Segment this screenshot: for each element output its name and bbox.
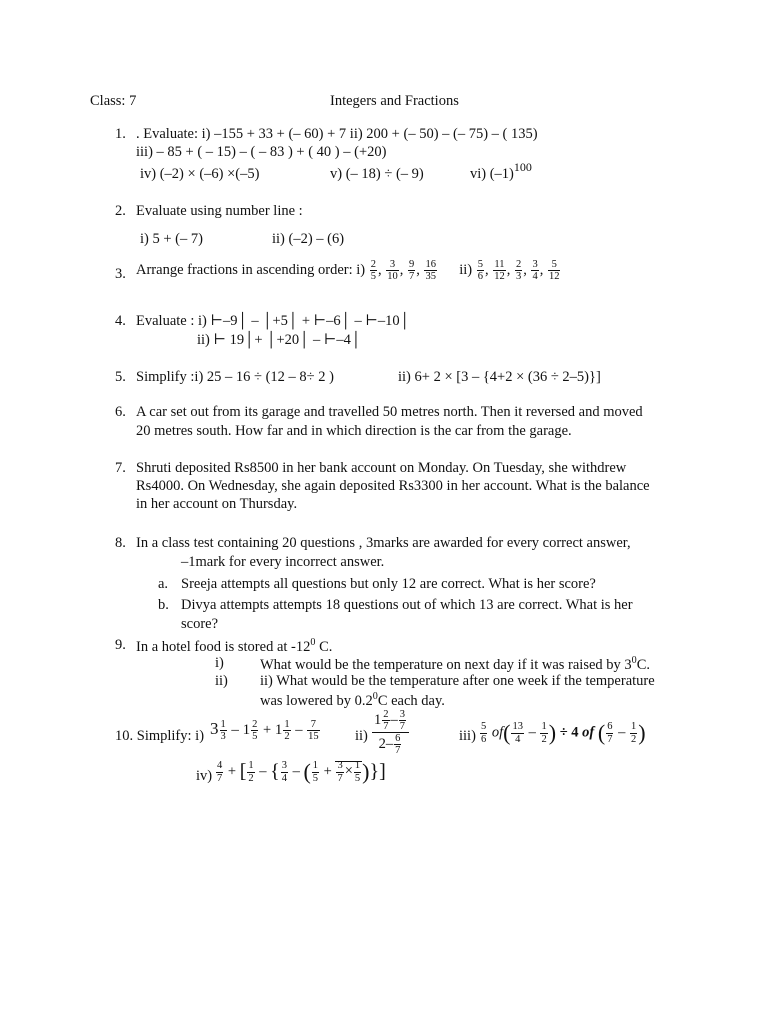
q9-number: 9. [115,637,126,653]
q10-i-expr [210,719,321,742]
fraction: $\frac{3}{4}$ [532,259,538,283]
q10-iv-fc: $\frac{1}{5}$ [312,760,319,784]
comma: , [377,261,386,278]
q7-number: 7. [115,460,126,476]
q10-iv-fa: $\frac{1}{2}$ [248,760,254,784]
comma: , [399,261,407,278]
q7-line3: in her account on Thursday. [136,496,298,512]
q3-text: Arrange fractions in ascending order: i) [136,261,366,278]
q10-ii-num-op: – [390,711,398,728]
q10-iv-times: × [344,763,353,780]
q9-text-post: C. [315,638,333,655]
q3-number: 3. [115,266,126,282]
q7-line1: Shruti deposited Rs8500 in her bank account on Monday. On Tuesday, she withdrew [136,460,627,476]
fraction: $\frac{2}{5}$ [370,259,376,283]
q1-vi-exponent: 100 [513,160,532,174]
q9-ii-label: ii) [215,673,228,689]
q9-ii-line1: ii) What would be the temperature after one week if the temperature [260,673,655,689]
q10-iii-fa: $\frac{13}{4}$ [512,721,523,745]
q9-ii-post: C each day. [377,692,445,709]
comma: , [416,261,424,278]
fraction: $\frac{11}{12}$ [494,259,505,283]
q10-i-f1: $\frac{1}{3}$ [220,719,226,743]
q10-iii-div: ÷ 4 [559,724,579,741]
q9-i-post: C. [636,656,651,673]
q10-iv-f1: $\frac{4}{7}$ [217,760,223,784]
q2-number: 2. [115,203,126,219]
q10-ii-den-whole: 2– [378,735,394,752]
q6-line1: A car set out from its garage and travelled 50 metres north. Then it reversed and moved [136,404,643,420]
q8-b-label: b. [158,597,169,613]
q10-label [115,728,204,745]
class-label: Class: 7 [90,93,137,109]
q10-iii-minus: – [528,724,536,741]
q9-ii-sup: 0 [372,691,378,702]
comma: , [523,261,531,278]
q10-iii-of2: of [582,724,595,741]
q8-a: Sreeja attempts all questions but only 12 are correct. What is her score? [181,576,596,592]
q10-iii-fb: $\frac{1}{2}$ [541,721,547,745]
q6-line2: 20 metres south. How far and in which direction is the car from the garage. [136,423,572,439]
q9-i-pre: What would be the temperature on next day if it was raised by 3 [260,656,632,673]
fraction: $\frac{5}{12}$ [548,259,560,283]
q10-simplify: Simplify: i) [136,728,205,744]
q10-ii-label: ii) [355,728,368,744]
q9-i-label: i) [215,655,224,671]
q10-iii-of: of [491,724,504,741]
q9-text-pre: In a hotel food is stored at -12 [136,638,311,655]
q1-vi-base: vi) (–1) [470,166,514,182]
q10-i-f4: $\frac{7}{15}$ [308,719,319,743]
q8-a-label: a. [158,576,169,592]
q10-ii-num-whole: 1 [374,711,382,728]
comma: , [506,261,514,278]
fraction: $\frac{2}{3}$ [515,259,522,283]
q2-ii: ii) (–2) – (6) [272,231,345,247]
q10-iii-expr: $\frac{5}{6}$ of( $\frac{13}{4}$ – $\frac{1}{2}$ ) ÷ 4 of ( $\frac{6}{7}$ – $\frac{1}{2}$ ) [481,720,646,745]
q5-i: Simplify :i) 25 – 16 ÷ (12 – 8÷ 2 ) [136,369,334,385]
q10-iii-label: iii) [459,728,476,744]
q8-b-line1: Divya attempts attempts 18 questions out of which 13 are correct. What is her [181,597,633,613]
q10-iii-fc: $\frac{6}{7}$ [607,721,613,745]
q9-i-sup: 0 [631,655,637,666]
q10-i-f3: $\frac{1}{2}$ [284,719,290,743]
q10-iv-m2: – [292,763,300,780]
q10-i-w3: 1 [274,722,283,738]
q10-iv-label: iv) [196,768,213,784]
q9-i [260,655,650,674]
q3-ii-label: ii) [459,261,473,278]
q10-i-op3: – [295,722,303,738]
q3-row [136,259,561,282]
q8-line1: In a class test containing 20 questions , 3marks are awarded for every correct answer, [136,535,631,551]
q10-iv-fe: $\frac{1}{5}$ [354,760,361,784]
q2-text: Evaluate using number line : [136,203,303,219]
page-title: Integers and Fractions [330,93,459,109]
q10-iv-fb: $\frac{3}{4}$ [281,760,287,784]
q3-set2 [476,259,562,283]
q2-i: i) 5 + (– 7) [140,231,203,247]
q4-line1: Evaluate : i) ⊢–9│ – │+5│ + ⊢–6│ – ⊢–10│ [136,313,410,329]
q1-iv: iv) (–2) × (–6) ×(–5) [140,166,260,182]
q1-vi [470,160,532,183]
q10-iv-fd: $\frac{3}{7}$ [337,760,343,784]
q9-ii-line2 [260,691,445,710]
q10-iii-f1: $\frac{5}{6}$ [481,721,487,745]
q10-iv-expr: $\frac{4}{7}$ + [ $\frac{1}{2}$ – { $\frac{3}{4}$ – ( $\frac{1}{5}$ + $\frac{3}{7}$ × $\frac{1}{5}$ )}] [217,759,386,784]
q1-v: v) (– 18) ÷ (– 9) [330,166,424,182]
q8-b-line2: score? [181,616,219,632]
q8-line2: –1mark for every incorrect answer. [181,554,385,570]
q10-iv-m1: – [259,763,267,780]
q4-line2: ii) ⊢ 19│+ │+20│ – ⊢–4│ [197,332,362,348]
q10-ii-expr [372,709,409,756]
q10-ii-num-f1: $\frac{2}{7}$ [383,709,389,733]
q10-iii-fd: $\frac{1}{2}$ [630,721,637,745]
q10-number: 10. [115,728,134,744]
q3-set1 [369,259,438,283]
fraction: $\frac{16}{35}$ [425,259,436,283]
q7-line2: Rs4000. On Wednesday, she again deposited Rs3300 in her account. What is the balance [136,478,650,494]
fraction: $\frac{5}{6}$ [477,259,483,283]
q10-iv-plus: + [227,763,237,780]
q10-i-w1: 3 [210,719,219,738]
q1-number: 1. [115,126,126,142]
q10-ii-den-f: $\frac{6}{7}$ [395,733,401,757]
q10-ii-num-f2: $\frac{3}{7}$ [399,709,405,733]
comma: , [484,261,493,278]
q5-number: 5. [115,369,126,385]
comma: , [539,261,547,278]
q9-degree-sup: 0 [310,637,316,648]
q10-iv-plus2: + [323,763,332,780]
q1-line2: iii) – 85 + ( – 15) – ( – 83 ) + ( 40 ) – (+20) [136,144,387,160]
q9-text [136,637,332,656]
q1-line1: . Evaluate: i) –155 + 33 + (– 60) + 7 ii) 200 + (– 50) – (– 75) – ( 135) [136,126,538,142]
q10-i-op1: – 1 [231,722,251,738]
fraction: $\frac{3}{10}$ [387,259,398,283]
q5-ii: ii) 6+ 2 × [3 – {4+2 × (36 ÷ 2–5)}] [398,369,601,385]
fraction: $\frac{9}{7}$ [408,259,415,283]
q6-number: 6. [115,404,126,420]
q4-number: 4. [115,313,126,329]
q9-ii-pre: was lowered by 0.2 [260,692,373,709]
q10-i-op2: + [263,722,272,738]
q10-i-f2: $\frac{2}{5}$ [252,719,258,743]
q8-number: 8. [115,535,126,551]
